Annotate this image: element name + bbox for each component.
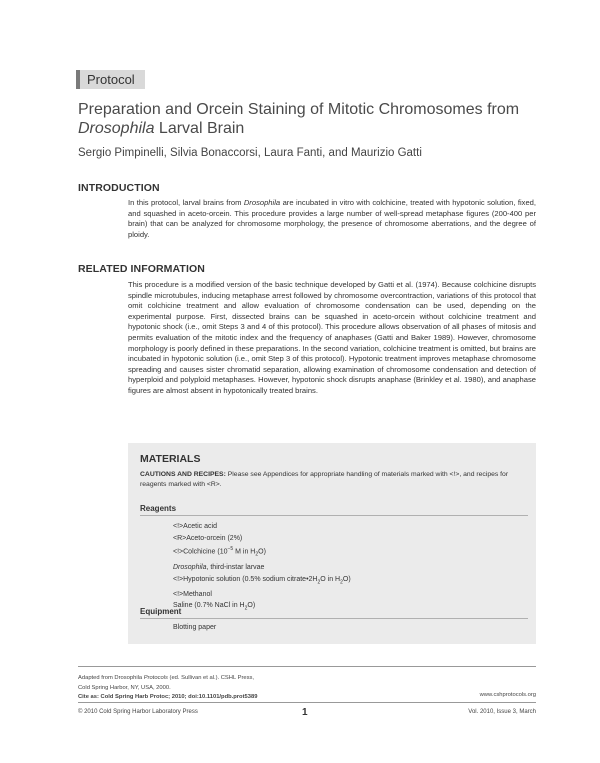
section-tag-label: Protocol [80, 70, 145, 89]
paper-title [78, 100, 548, 138]
intro-text-a: In this protocol, larval brains from [128, 198, 244, 207]
reagent-item: <!>Colchicine ($10^{-5}$ M in $H_2O$) [173, 546, 266, 559]
introduction-text [128, 198, 536, 240]
reagent-item: <!>Hypotonic solution (0.5% sodium $citrate•2H_2O$ in $H_2O$) [173, 575, 351, 585]
reagent-item: <!>Acetic acid [173, 523, 217, 530]
reagent-item: Drosophila, third-instar larvae [173, 563, 265, 571]
title-line2: Larval Brain [154, 120, 245, 137]
reagents-rule [140, 515, 528, 516]
copyright: © 2010 Cold Spring Harbor Laboratory Press [78, 709, 198, 715]
intro-text-italic: Drosophila [243, 198, 281, 207]
cautions-label: CAUTIONS AND RECIPES: [140, 471, 226, 478]
cautions-body: Please see Appendices for appropriate handling of materials marked with <!>, and recipes for reagents marked with <R>. [140, 471, 509, 488]
volume-info: Vol. 2010, Issue 3, March [468, 709, 536, 715]
reagent-item: <R>Aceto-orcein (2%) [173, 534, 243, 542]
citation: Cite as: Cold Spring Harb Protoc; 2010; doi:10.1101/pdb.prot5389 [78, 694, 258, 701]
website-link[interactable]: www.cshprotocols.org [479, 692, 536, 698]
reagent-item: Saline (0.7% NaCl in $H_2O$) [173, 602, 256, 612]
related-text: This procedure is a modified version of the basic technique developed by Gatti et al. (1974). Because colchicine disrupts spindle microtubules, inducing metaphase arrest followed by chromosome overcontraction, variations of this protocol that omit colchicine treatment and allow evaluation of chromosome condensation can be used, depending on the experimental purpose. First, dissected brains can be squashed in aceto-orcein without colchicine treatment and hypotonic shock (i.e., omit Steps 3 and 4 of this protocol). This procedure allows observation of all phases of mitosis and permits evaluation of the mitotic index and the frequency of anaphases (Gatti and Baker 1989). However, chromosome morphology is poorly defined in these preparations. In the second variation, colchicine treatment is omitted, but brains are incubated in hypotonic solution (i.e., omit Step 3 of this protocol). Hypotonic treatment improves metaphase chromosome spreading and causes sister chromatid separation, allowing examination of chromosome condensation and detection of hyperploid and polyploid metaphases. However, hypotonic shock disrupts anaphase (Brinkley et al. 1980), and anaphase figures are almost absent in hypotonically treated brains. [128, 280, 536, 395]
authors: Sergio Pimpinelli, Silvia Bonaccorsi, Laura Fanti, and Maurizio Gatti [78, 147, 422, 159]
reagent-item: <!>Methanol [173, 590, 212, 598]
cautions-text [140, 470, 525, 490]
intro-text-b: are incubated in vitro with colchicine, treated with hypotonic solution, fixed, and squashed in aceto-orcein. This procedure provides a large number of well-spread metaphase figures (200-400 per brain) that can be analyzed for chromosome morphology, the presence of chromosome aberrations, and the degree of ploidy. [128, 198, 536, 239]
reagents-heading: Reagents [140, 504, 177, 513]
reagents-list [173, 521, 351, 615]
materials-box [128, 443, 536, 644]
section-tag [76, 70, 145, 89]
footer-rule-bottom [78, 702, 536, 703]
related-heading: RELATED INFORMATION [78, 263, 205, 275]
title-italic: Drosophila [78, 120, 155, 137]
title-line1: Preparation and Orcein Staining of Mitotic Chromosomes from [78, 101, 520, 118]
footer-rule-top [78, 666, 536, 667]
materials-heading: MATERIALS [140, 453, 201, 465]
introduction-heading: INTRODUCTION [78, 182, 160, 194]
source-note: Adapted from Drosophila Protocols (ed. Sullivan et al.). CSHL Press, Cold Spring Harbor, NY, USA, 2000. Cite as: Cold Spring Harb Protoc; 2010; doi:10.1101/pdb.prot5389 [78, 675, 258, 701]
equipment-item: Blotting paper [173, 624, 217, 631]
page-number: 1 [302, 707, 308, 718]
equipment-heading: Equipment [140, 607, 182, 616]
equipment-rule [140, 618, 528, 619]
